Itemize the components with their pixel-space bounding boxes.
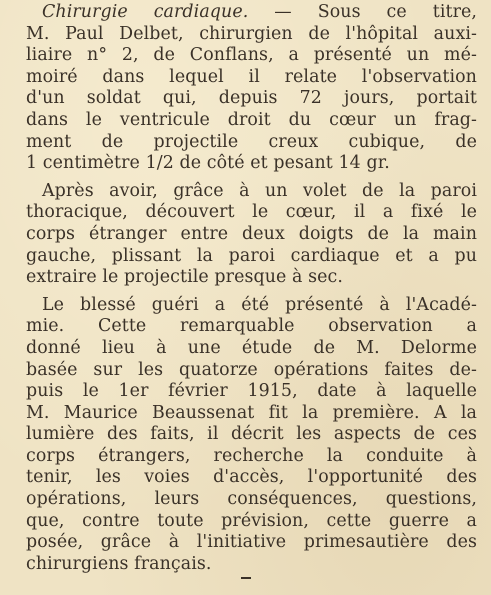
paragraph-2-line-3: corps étranger entre deux doigts de la main: [26, 223, 477, 244]
paragraph-3-line-13: chirurgiens français.: [26, 553, 212, 574]
paragraph-3-line-5: puis le 1er février 1915, date à laquelle: [26, 381, 477, 402]
paragraph-3-line-10: opérations, leurs conséquences, questions,: [26, 489, 477, 510]
paragraph-3-line-7: lumière des faits, il décrit les aspects de ces: [26, 424, 477, 445]
paragraph-3-line-2: mie. Cette remarquable observation a: [26, 316, 477, 337]
paragraph-1-line-2: M. Paul Delbet, chirurgien de l'hôpital auxi-: [26, 23, 477, 44]
paragraph-3-line-9: tenir, les voies d'accès, l'opportunité des: [26, 467, 477, 488]
paragraph-2-line-5: extraire le projectile presque à sec.: [26, 267, 344, 288]
paragraph-1-line-6: dans le ventricule droit du cœur un frag-: [26, 109, 477, 130]
paragraph-2: [26, 181, 477, 289]
paragraph-3-line-4: basée sur les quatorze opérations faites de-: [26, 359, 477, 380]
paragraph-3-line-1: Le blessé guéri a été présenté à l'Acadé-: [42, 294, 477, 315]
paragraph-2-line-4: gauche, plissant la paroi cardiaque et a pu: [26, 245, 477, 266]
article-title: Chirurgie cardiaque.: [42, 2, 249, 22]
title-continuation: — Sous ce titre,: [248, 2, 477, 22]
paragraph-3-line-6: M. Maurice Beaussenat fit la première. A la: [26, 402, 477, 423]
paragraph-1-line-8: 1 centimètre 1/2 de côté et pesant 14 gr.: [26, 153, 390, 174]
paragraph-3-line-8: corps étrangers, recherche la conduite à: [26, 445, 477, 466]
paragraph-1: [26, 2, 477, 175]
paragraph-1-line-1: [26, 2, 477, 24]
paragraph-3-line-3: donné lieu à une étude de M. Delorme: [26, 337, 477, 358]
paragraph-1-line-7: ment de projectile creux cubique, de: [26, 131, 477, 152]
paragraph-3-line-12: posée, grâce à l'initiative primesautière des: [26, 532, 477, 553]
paragraph-1-line-3: liaire n° 2, de Conflans, a présenté un mé-: [26, 45, 477, 66]
paragraph-1-line-4: moiré dans lequel il relate l'observation: [26, 66, 477, 87]
paragraph-1-line-5: d'un soldat qui, depuis 72 jours, portait: [26, 88, 477, 109]
paragraph-2-line-1: Après avoir, grâce à un volet de la paroi: [42, 180, 477, 201]
paragraph-2-line-2: thoracique, découvert le cœur, il a fixé le: [26, 202, 477, 223]
paragraph-3-line-11: que, contre toute prévision, cette guerre a: [26, 510, 477, 531]
end-rule: [241, 577, 251, 579]
paragraph-3: [26, 295, 477, 576]
